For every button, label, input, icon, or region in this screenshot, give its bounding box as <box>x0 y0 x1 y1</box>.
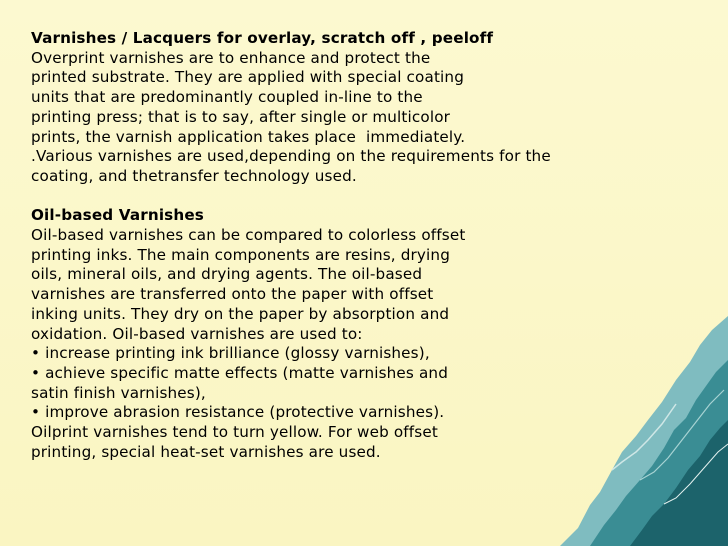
section1-line-3: units that are predominantly coupled in-line to the <box>31 88 423 107</box>
section2-line-6: oxidation. Oil-based varnishes are used to: <box>31 324 363 343</box>
section2-bullet-1: • increase printing ink brilliance (glossy varnishes), <box>31 344 430 363</box>
section1-line-5: prints, the varnish application takes place immediately. <box>31 127 466 146</box>
section2-line-1: Oil-based varnishes can be compared to colorless offset <box>31 226 466 245</box>
section2-line-5: inking units. They dry on the paper by absorption and <box>31 304 450 323</box>
section1-line-6: .Various varnishes are used,depending on the requirements for the <box>31 147 551 166</box>
paragraph-spacer <box>31 187 681 207</box>
section2-bullet-3: • improve abrasion resistance (protective varnishes). <box>31 403 445 422</box>
section1-line-4: printing press; that is to say, after single or multicolor <box>31 107 451 126</box>
section2-line-7: Oilprint varnishes tend to turn yellow. For web offset <box>31 423 438 442</box>
section2-line-2: printing inks. The main components are resins, drying <box>31 245 450 264</box>
section2-line-3: oils, mineral oils, and drying agents. The oil-based <box>31 265 423 284</box>
slide-text-body <box>31 29 681 462</box>
section1-heading: Varnishes / Lacquers for overlay, scratch off , peeloff <box>31 29 494 47</box>
section2-heading: Oil-based Varnishes <box>31 206 204 225</box>
section1-line-2: printed substrate. They are applied with special coating <box>31 68 464 87</box>
section2-line-8: printing, special heat-set varnishes are used. <box>31 442 381 461</box>
section2-bullet-2-cont: satin finish varnishes), <box>31 383 206 402</box>
section1-line-7: coating, and thetransfer technology used. <box>31 166 357 185</box>
section2-line-4: varnishes are transferred onto the paper with offset <box>31 285 434 304</box>
section2-bullet-2: • achieve specific matte effects (matte varnishes and <box>31 363 448 382</box>
section1-line-1: Overprint varnishes are to enhance and protect the <box>31 48 431 67</box>
